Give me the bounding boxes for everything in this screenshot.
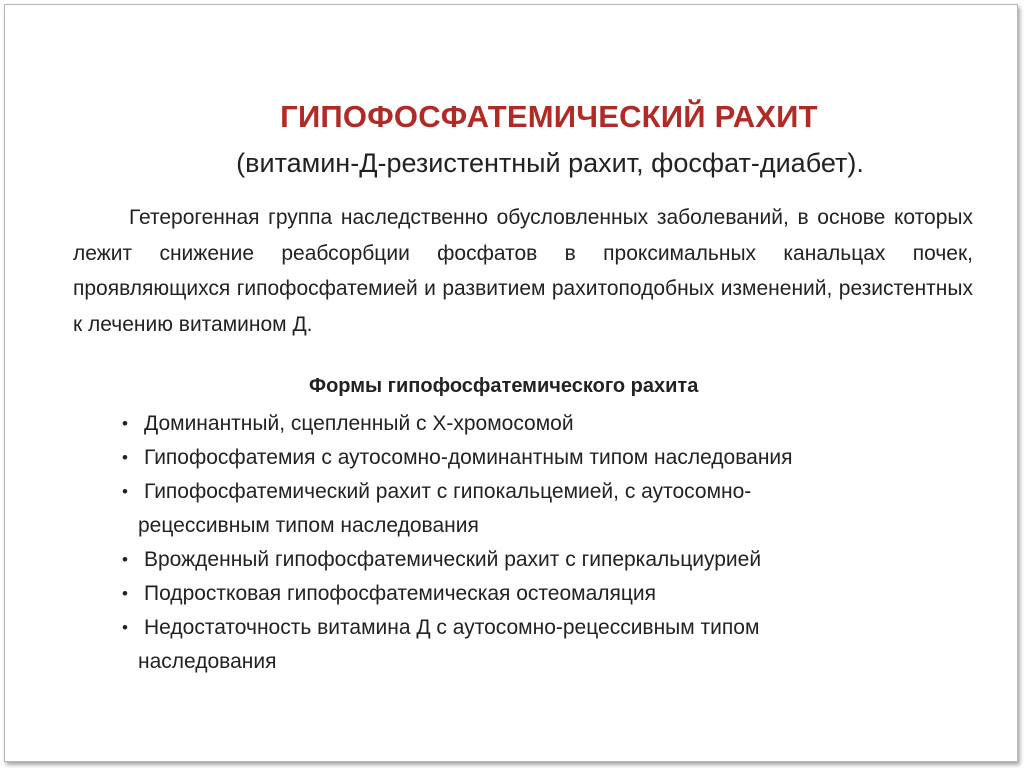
list-item <box>117 407 997 441</box>
list-item <box>117 543 997 577</box>
list-item-text: Врожденный гипофосфатемический рахит с гиперкальциурией <box>144 548 762 571</box>
list-item-text: Недостаточность витамина Д с аутосомно-рецессивным типом <box>144 616 760 639</box>
list-item-text-continued: рецессивным типом наследования <box>138 514 479 537</box>
definition-paragraph: Гетерогенная группа наследственно обусловленных заболеваний, в основе которых лежит снижение реабсорбции фосфатов в проксимальных канальцах почек, проявляющихся гипофосфатемией и развитием рахитоподобных изменений, резистентных к лечению витамином Д. <box>73 206 973 336</box>
list-item-text-continued: наследования <box>138 650 277 673</box>
slide-subtitle: (витамин-Д-резистентный рахит, фосфат-диабет). <box>236 148 864 178</box>
slide <box>4 4 1018 762</box>
list-item <box>117 611 997 679</box>
bullet-icon: • <box>122 584 128 603</box>
list-item <box>117 577 997 611</box>
forms-heading: Формы гипофосфатемического рахита <box>309 375 699 397</box>
list-item-text: Подростковая гипофосфатемическая остеомаляция <box>144 582 657 605</box>
list-item-text: Гипофосфатемия с аутосомно-доминантным типом наследования <box>144 446 793 469</box>
bullet-icon: • <box>122 618 128 637</box>
bullet-icon: • <box>122 482 128 501</box>
bullet-icon: • <box>122 414 128 433</box>
list-item <box>117 441 997 475</box>
forms-list <box>117 407 997 679</box>
bullet-icon: • <box>122 550 128 569</box>
list-item <box>117 475 997 543</box>
bullet-icon: • <box>122 448 128 467</box>
list-item-text: Доминантный, сцепленный с Х-хромосомой <box>144 412 574 435</box>
slide-title: ГИПОФОСФАТЕМИЧЕСКИЙ РАХИТ <box>280 99 818 134</box>
list-item-text: Гипофосфатемический рахит с гипокальцемией, с аутосомно- <box>144 480 752 503</box>
